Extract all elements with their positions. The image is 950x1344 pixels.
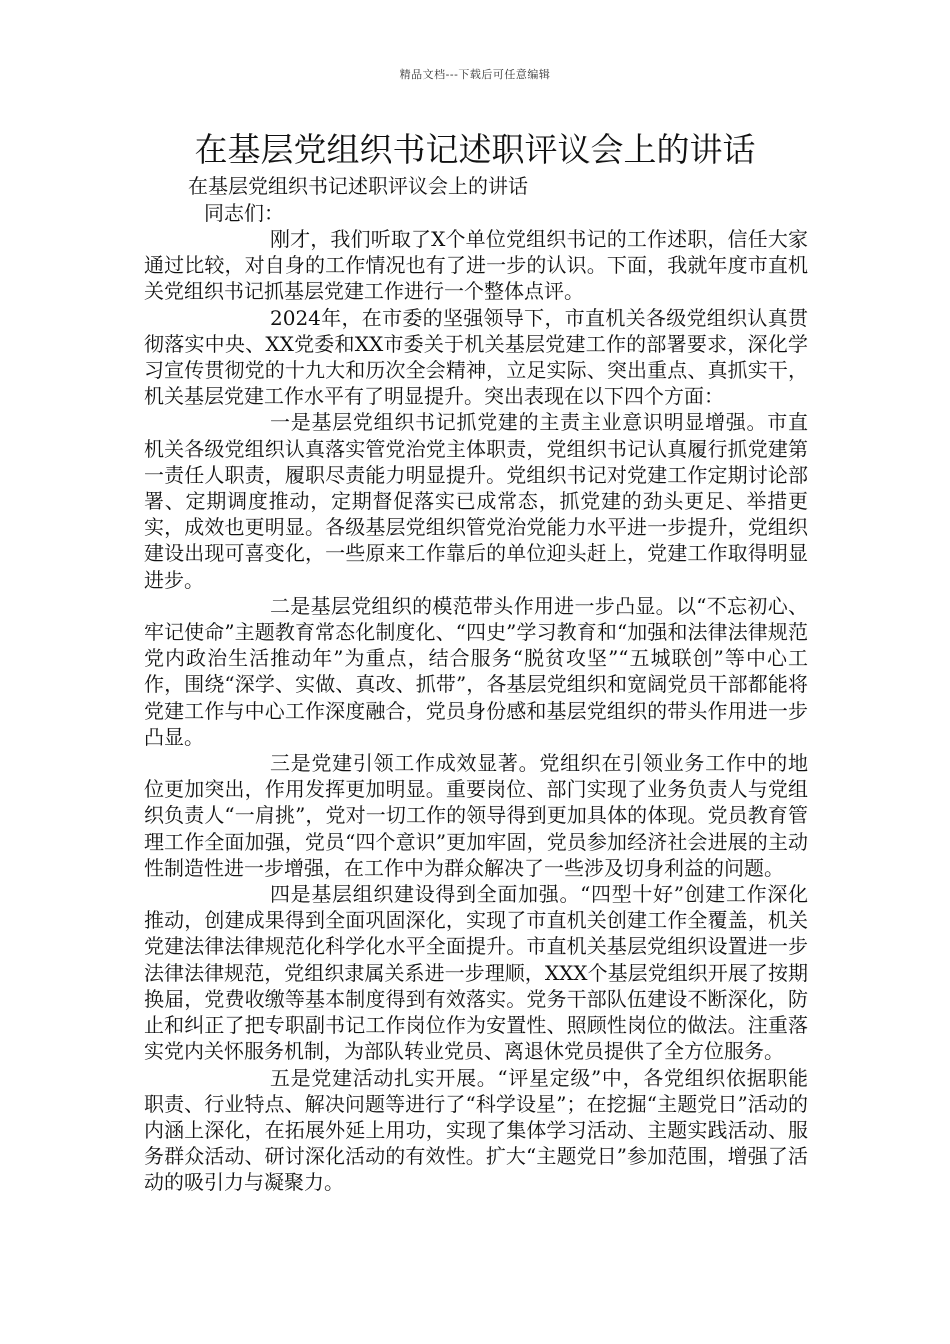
header-note: 精品文档---下载后可任意编辑 (399, 68, 551, 81)
paragraph-2: 2024年，在市委的坚强领导下，市直机关各级党组织认真贯彻落实中央、XX党委和XX市委关于机关基层党建工作的部署要求，深化学习宣传贯彻党的十九大和历次全会精神，立足实际、突出重点、真抓实干，机关基层党建工作水平有了明显提升。突出表现在以下四个方面： (144, 305, 808, 409)
document-title: 在基层党组织书记述职评议会上的讲话 (194, 130, 756, 169)
paragraph-1: 刚才，我们听取了X个单位党组织书记的工作述职，信任大家通过比较，对自身的工作情况也有了进一步的认识。下面，我就年度市直机关党组织书记抓基层党建工作进行一个整体点评。 (144, 227, 808, 304)
document-subtitle: 在基层党组织书记述职评议会上的讲话 (188, 174, 528, 198)
paragraph-5: 三是党建引领工作成效显著。党组织在引领业务工作中的地位更加突出，作用发挥更加明显。重要岗位、部门实现了业务负责人与党组织负责人“一肩挑”，党对一切工作的领导得到更加具体的体现。党员教育管理工作全面加强，党员“四个意识”更加牢固，党员参加经济社会进展的主动性制造性进一步增强，在工作中为群众解决了一些涉及切身利益的问题。 (144, 751, 808, 880)
paragraph-7: 五是党建活动扎实开展。“评星定级”中，各党组织依据职能职责、行业特点、解决问题等进行了“科学设星”；在挖掘“主题党日”活动的内涵上深化，在拓展外延上用功，实现了集体学习活动、主题实践活动、服务群众活动、研讨深化活动的有效性。扩大“主题党日”参加范围，增强了活动的吸引力与凝聚力。 (144, 1065, 808, 1195)
paragraph-4: 二是基层党组织的模范带头作用进一步凸显。以“不忘初心、牢记使命”主题教育常态化制度化、“四史”学习教育和“加强和法律法律规范党内政治生活推动年”为重点，结合服务“脱贫攻坚”“五城联创”等中心工作，围绕“深学、实做、真改、抓带”，各基层党组织和宽阔党员干部都能将党建工作与中心工作深度融合，党员身份感和基层党组织的带头作用进一步凸显。 (144, 593, 808, 749)
paragraph-3: 一是基层党组织书记抓党建的主责主业意识明显增强。市直机关各级党组织认真落实管党治党主体职责，党组织书记认真履行抓党建第一责任人职责，履职尽责能力明显提升。党组织书记对党建工作定期讨论部署、定期调度推动，定期督促落实已成常态，抓党建的劲头更足、举措更实，成效也更明显。各级基层党组织管党治党能力水平进一步提升，党组织建设出现可喜变化，一些原来工作靠后的单位迎头赶上，党建工作取得明显进步。 (144, 410, 808, 592)
greeting: 同志们： (204, 201, 284, 225)
paragraph-6: 四是基层组织建设得到全面加强。“四型十好”创建工作深化推动，创建成果得到全面巩固深化，实现了市直机关创建工作全覆盖，机关党建法律法律规范化科学化水平全面提升。市直机关基层党组织设置进一步法律法律规范，党组织隶属关系进一步理顺，XXX个基层党组织开展了按期换届，党费收缴等基本制度得到有效落实。党务干部队伍建设不断深化，防止和纠正了把专职副书记工作岗位作为安置性、照顾性岗位的做法。注重落实党内关怀服务机制，为部队转业党员、离退休党员提供了全方位服务。 (144, 882, 808, 1064)
document-body (144, 226, 808, 1196)
